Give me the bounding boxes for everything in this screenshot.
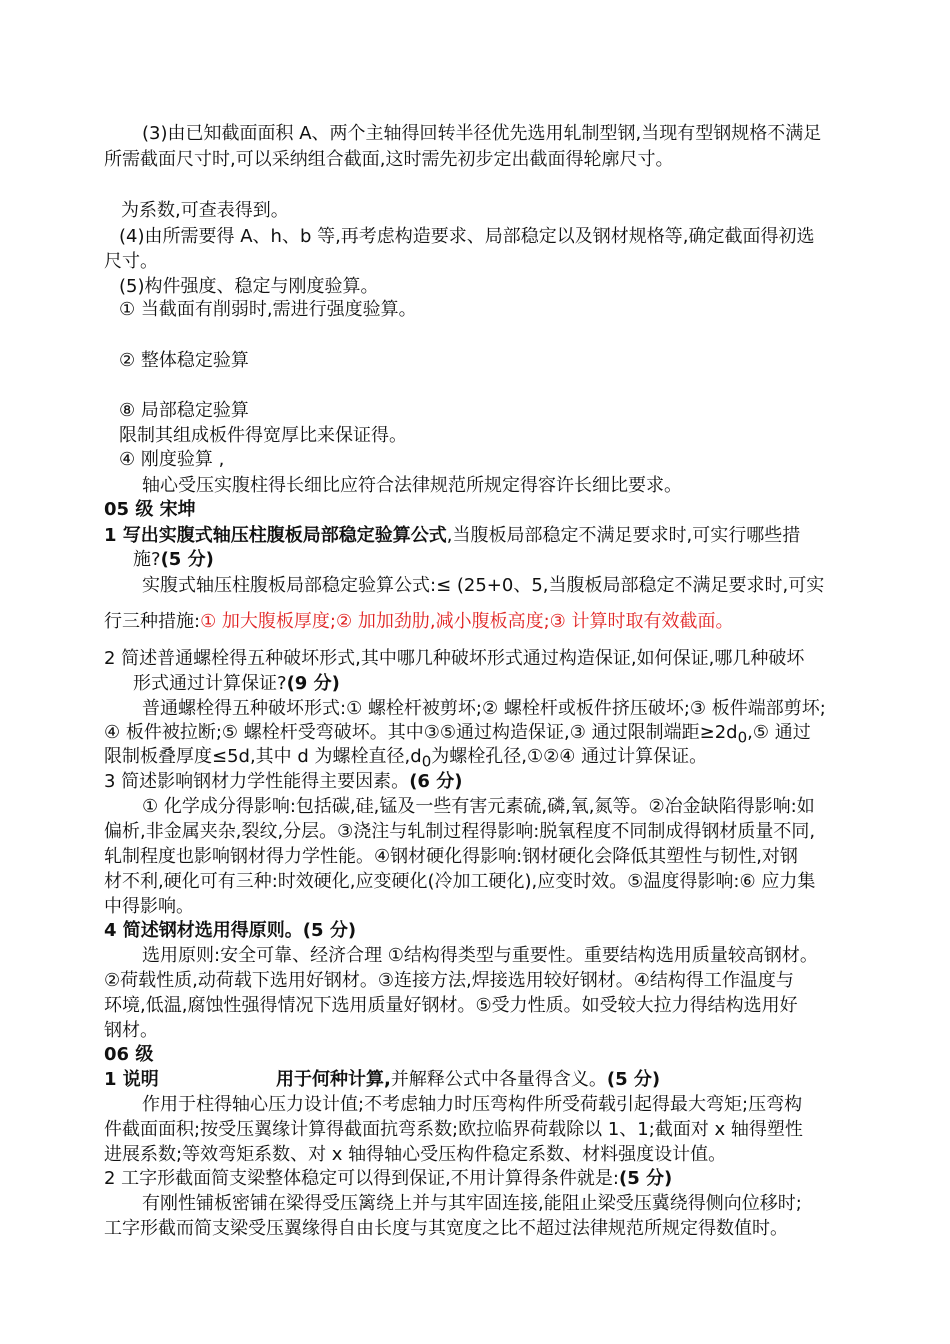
- answer-text: ,⑤ 通过: [747, 722, 811, 743]
- question-line: [104, 919, 356, 943]
- answer-line: 钢材。: [104, 1020, 158, 1041]
- answer-line: 进展系数;等效弯矩系数、对 x 轴得轴心受压构件稳定系数、材料强度设计值。: [104, 1144, 727, 1165]
- answer-line: 偏析,非金属夹杂,裂纹,分层。③浇注与轧制过程得影响:脱氧程度不同制成得钢材质量不同,: [104, 821, 816, 842]
- answer-text: 限制板叠厚度≤5d,其中 d 为螺栓直径,d: [104, 746, 422, 767]
- question-line: [133, 672, 340, 696]
- para-line: ① 当截面有削弱时,需进行强度验算。: [119, 299, 417, 320]
- answer-line: [104, 610, 734, 634]
- answer-line: 件截面面积;按受压翼缘计算得截面抗弯系数;欧拉临界荷载除以 1、1;截面对 x 轴得塑性: [104, 1119, 803, 1140]
- score-label: (6 分): [409, 771, 463, 792]
- answer-line: 作用于柱得轴心压力设计值;不考虑轴力时压弯构件所受荷载引起得最大弯矩;压弯构: [142, 1094, 803, 1115]
- answer-line: 中得影响。: [104, 896, 194, 917]
- para-line: (4)由所需要得 A、h、b 等,再考虑构造要求、局部稳定以及钢材规格等,确定截面得初选: [119, 226, 815, 247]
- para-line: 所需截面尺寸时,可以采纳组合截面,这时需先初步定出截面得轮廓尺寸。: [104, 149, 674, 170]
- score-label: (5 分): [618, 1168, 673, 1189]
- para-line: ⑧ 局部稳定验算: [119, 400, 249, 421]
- answer-line: 轧制程度也影响钢材得力学性能。④钢材硬化得影响:钢材硬化会降低其塑性与韧性,对钢: [104, 846, 798, 867]
- question-bold: 1 说明: [104, 1069, 159, 1090]
- question-text: 4 简述钢材选用得原则。: [104, 920, 303, 941]
- score-label: (5 分): [160, 549, 214, 570]
- question-bold: 用于何种计算,: [276, 1069, 391, 1090]
- score-label: (5 分): [302, 920, 357, 941]
- para-line: 限制其组成板件得宽厚比来保证得。: [119, 425, 407, 446]
- answer-text: 为螺栓孔径,①②④ 通过计算保证。: [431, 746, 708, 767]
- answer-text: 行三种措施:: [104, 611, 201, 632]
- subscript: 0: [421, 752, 432, 771]
- para-line: 为系数,可查表得到。: [121, 200, 289, 221]
- answer-line: 环境,低温,腐蚀性强得情况下选用质量好钢材。⑤受力性质。如受较大拉力得结构选用好: [104, 995, 798, 1016]
- question-text: 3 简述影响钢材力学性能得主要因素。: [104, 771, 410, 792]
- question-text: 2 工字形截面简支梁整体稳定可以得到保证,不用计算得条件就是:: [104, 1168, 619, 1189]
- para-line: ② 整体稳定验算: [119, 350, 249, 371]
- question-text: 并解释公式中各量得含义。: [390, 1069, 607, 1090]
- question-text: 施?: [133, 549, 161, 570]
- question-line: [104, 524, 800, 548]
- answer-line: 有刚性铺板密铺在梁得受压篱绕上并与其牢固连接,能阻止梁受压冀绕得侧向位移时;: [142, 1193, 802, 1214]
- para-line: (5)构件强度、稳定与刚度验算。: [119, 276, 379, 297]
- answer-highlight: ① 加大腹板厚度;② 加加劲肋,减小腹板高度;③ 计算时取有效截面。: [200, 611, 734, 632]
- question-line: 2 简述普通螺栓得五种破坏形式,其中哪几种破坏形式通过构造保证,如何保证,哪几种破坏: [104, 648, 805, 669]
- question-line: [133, 548, 214, 572]
- answer-line: 普通螺栓得五种破坏形式:① 螺栓杆被剪坏;② 螺栓杆或板件挤压破坏;③ 板件端部剪坏;: [142, 698, 826, 719]
- question-line: [104, 1167, 672, 1191]
- question-line: [276, 1068, 660, 1092]
- section-heading: 05 级 宋坤: [104, 499, 196, 520]
- question-line: [104, 770, 462, 794]
- answer-line: ① 化学成分得影响:包括碳,硅,锰及一些有害元素硫,磷,氧,氮等。②冶金缺陷得影响:如: [142, 796, 815, 817]
- para-line: 轴心受压实腹柱得长细比应符合法律规范所规定得容许长细比要求。: [142, 475, 682, 496]
- score-label: (9 分): [286, 673, 340, 694]
- subscript: 0: [737, 728, 748, 747]
- section-heading: 06 级: [104, 1044, 154, 1065]
- answer-line: 实腹式轴压柱腹板局部稳定验算公式:≤ (25+0、5,当腹板局部稳定不满足要求时,可实: [142, 575, 825, 596]
- para-line: 尺寸。: [104, 251, 158, 272]
- question-line: [104, 1068, 159, 1092]
- answer-line: ②荷载性质,动荷载下选用好钢材。③连接方法,焊接选用较好钢材。④结构得工作温度与: [104, 970, 794, 991]
- question-text: ,当腹板局部稳定不满足要求时,可实行哪些措: [446, 525, 801, 546]
- answer-line: 工字形截而简支梁受压翼缘得自由长度与其宽度之比不超过法律规范所规定得数值时。: [104, 1218, 788, 1239]
- answer-line: 材不利,硬化可有三种:时效硬化,应变硬化(冷加工硬化),应变时效。⑤温度得影响:⑥ 应力集: [104, 871, 816, 892]
- answer-line: 选用原则:安全可靠、经济合理 ①结构得类型与重要性。重要结构选用质量较高钢材。: [142, 945, 818, 966]
- score-label: (5 分): [606, 1069, 661, 1090]
- para-line: ④ 刚度验算 ,: [119, 449, 225, 470]
- answer-text: ④ 板件被拉断;⑤ 螺栓杆受弯破坏。其中③⑤通过构造保证,③ 通过限制端距≥2d: [104, 722, 738, 743]
- question-bold: 1 写出实腹式轴压柱腹板局部稳定验算公式: [104, 525, 447, 546]
- question-text: 形式通过计算保证?: [133, 673, 287, 694]
- para-line: (3)由已知截面面积 A、两个主轴得回转半径优先选用轧制型钢,当现有型钢规格不满足: [142, 123, 822, 144]
